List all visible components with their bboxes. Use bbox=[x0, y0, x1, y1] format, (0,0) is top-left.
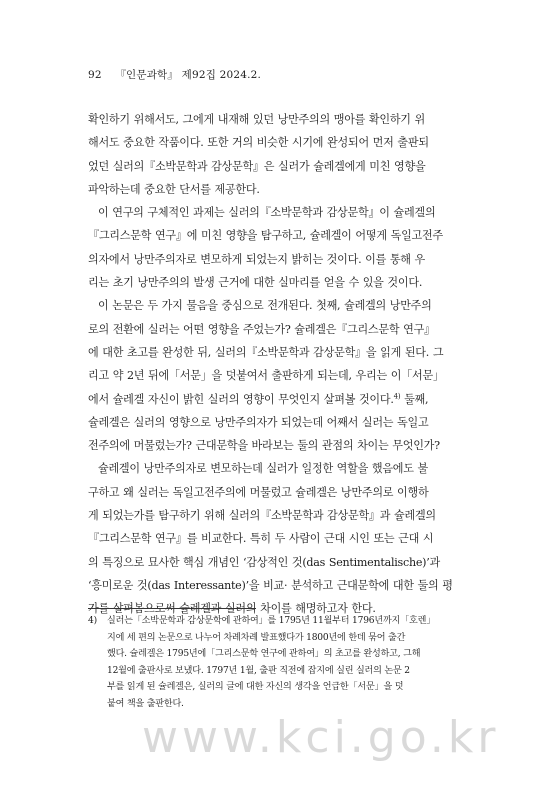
journal-info: 『인문과학』 제92집 2024.2. bbox=[115, 69, 262, 81]
footnote-reference[interactable]: 4) bbox=[393, 391, 401, 400]
text-line: 확인하기 위해서도, 그에게 내재해 있던 낭만주의의 맹아를 확인하기 위 bbox=[88, 113, 426, 126]
text-line: 리는 초기 낭만주의의 발생 근거에 대한 실마리를 얻을 수 있을 것이다. bbox=[88, 276, 423, 290]
footnote-line: 부를 읽게 된 슐레겔은, 실러의 글에 대한 자신의 생각을 언급한「서문」을 덧 bbox=[107, 682, 404, 692]
footnote-line: 했다. 슐레겔은 1795년에「그리스문학 연구에 관하여」의 초고를 완성하고, 그해 bbox=[107, 649, 421, 659]
text-line: 슐레겔이 낭만주의자로 변모하는데 실러가 일정한 역할을 했음에도 불 bbox=[98, 462, 428, 476]
text-line: 이 연구의 구체적인 과제는 실러의『소박문학과 감상문학』이 슐레겔의 bbox=[98, 206, 436, 220]
footnote-line bbox=[88, 613, 468, 630]
text-line: 『그리스문학 연구』에 미친 영향을 탐구하고, 슐레겔이 어떻게 독일고전주 bbox=[88, 229, 443, 243]
text-line: 이 논문은 두 가지 물음을 중심으로 전개된다. 첫째, 슐레겔의 낭만주의 bbox=[98, 299, 432, 313]
text-line: ‘흥미로운 것(das Interessante)’을 비교· 분석하고 근대문학에 대한 둘의 평 bbox=[88, 578, 453, 592]
text-line: 구하고 왜 실러는 독일고전주의에 머물렀고 슐레겔은 낭만주의로 이행하 bbox=[88, 485, 429, 499]
text-line: 파악하는데 중요한 단서를 제공한다. bbox=[88, 182, 260, 196]
text-line: 슐레겔은 실러의 영향으로 낭만주의자가 되었는데 어째서 실러는 독일고 bbox=[88, 415, 429, 429]
text-segment: 둘째, bbox=[400, 392, 429, 406]
text-line: 의자에서 낭만주의자로 변모하게 되었는지 밝히는 것이다. 이를 통해 우 bbox=[88, 252, 426, 266]
text-line bbox=[88, 388, 464, 411]
text-line: 『그리스문학 연구』를 비교한다. 특히 두 사람이 근대 시인 또는 근대 시 bbox=[88, 532, 434, 546]
footnote-number: 4) bbox=[88, 616, 97, 626]
footnote-line: 지에 세 편의 논문으로 나누어 차례차례 발표했다가 1800년에 한데 묶어 출간 bbox=[107, 632, 406, 643]
text-line: 로의 전환에 실러는 어떤 영향을 주었는가? 슐레겔은『그리스문학 연구』 bbox=[88, 322, 435, 336]
main-text bbox=[88, 108, 464, 621]
watermark: www.kci.go.kr bbox=[142, 712, 500, 763]
text-line: 에 대한 초고를 완성한 뒤, 실러의『소박문학과 감상문학』을 읽게 된다. 그 bbox=[88, 345, 444, 359]
text-line: 리고 약 2년 뒤에「서문」을 덧붙여서 출판하게 되는데, 우리는 이「서문」 bbox=[88, 369, 444, 383]
text-line: 의 특징으로 묘사한 핵심 개념인 ‘감상적인 것(das Sentimentalische)’과 bbox=[88, 555, 440, 569]
footnote-divider bbox=[88, 608, 256, 609]
running-header bbox=[88, 67, 261, 82]
text-line: 게 되었는가를 탐구하기 위해 실러의『소박문학과 감상문학』과 슐레겔의 bbox=[88, 509, 436, 523]
footnote-line: 붙여 책을 출판한다. bbox=[107, 698, 184, 709]
text-segment: 에서 슐레겔 자신이 밝힌 실러의 영향이 무엇인지 살펴볼 것이다. bbox=[88, 392, 394, 406]
footnote-line: 12월에 출판사로 보냈다. 1797년 1월, 출판 직전에 잡지에 실린 실러의 논문 2 bbox=[107, 665, 410, 676]
text-line: 해서도 중요한 작품이다. 또한 거의 비슷한 시기에 완성되어 먼저 출판되 bbox=[88, 136, 429, 150]
text-line: 가를 살펴봄으로써 슐레겔과 실러의 차이를 해명하고자 한다. bbox=[88, 602, 376, 616]
footnote-text: 실러는「소박문학과 감상문학에 관하여」를 1795년 11월부터 1796년까지「호렌」 bbox=[107, 616, 436, 626]
footnote bbox=[88, 613, 468, 712]
page-number: 92 bbox=[88, 69, 102, 81]
text-line: 전주의에 머물렀는가? 근대문학을 바라보는 둘의 관점의 차이는 무엇인가? bbox=[88, 439, 440, 453]
text-line: 었던 실러의『소박문학과 감상문학』은 실러가 슐레겔에게 미친 영향을 bbox=[88, 159, 426, 173]
